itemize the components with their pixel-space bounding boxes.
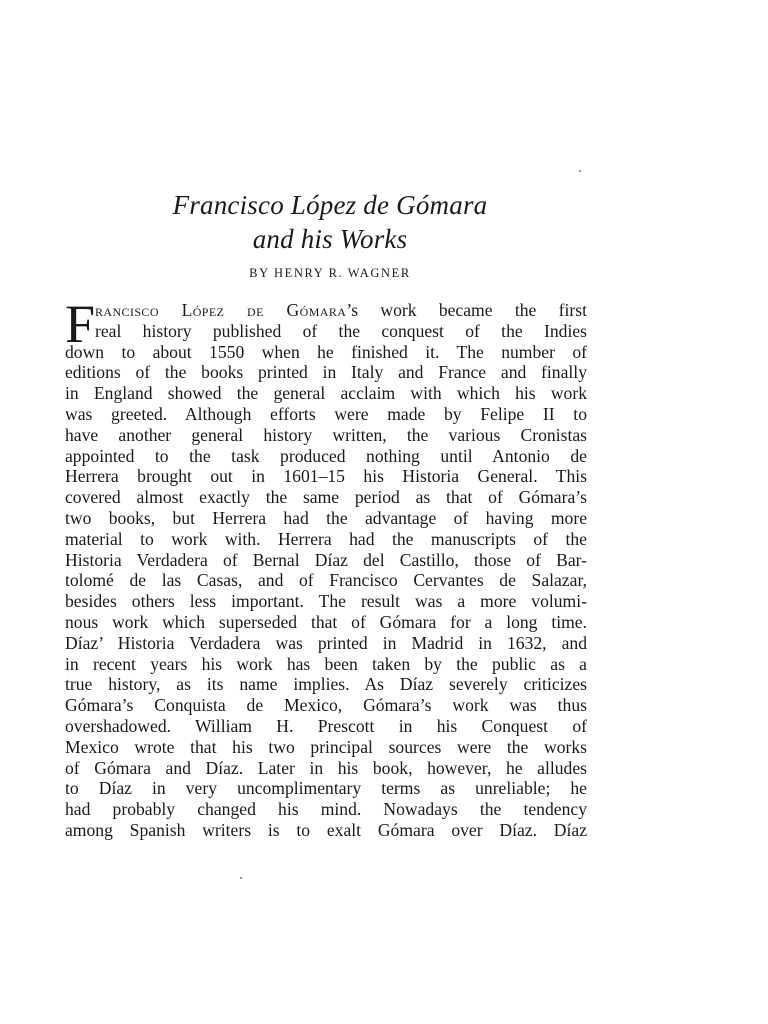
text-line: two books, but Herrera had the advantage of having more xyxy=(65,507,587,528)
text-line: covered almost exactly the same period as that of Gómara’s xyxy=(65,487,587,508)
text-line: to Díaz in very uncomplimentary terms as unreliable; he xyxy=(65,778,587,799)
text-line: true history, as its name implies. As Díaz severely criticizes xyxy=(65,674,587,695)
article-title-line-2: and his Works xyxy=(252,224,408,254)
text-line: in England showed the general acclaim with which his work xyxy=(65,383,587,404)
text-line: among Spanish writers is to exalt Gómara over Díaz. Díaz xyxy=(65,819,587,840)
text-line: Mexico wrote that his two principal sources were the works xyxy=(65,736,587,757)
text-line: down to about 1550 when he finished it. The number of xyxy=(65,341,587,362)
text-line: in recent years his work has been taken by the public as a xyxy=(65,653,587,674)
text-line: nous work which superseded that of Gómara for a long time. xyxy=(65,611,587,632)
text-line: Díaz’ Historia Verdadera was printed in Madrid in 1632, and xyxy=(65,632,587,653)
text-line: of Gómara and Díaz. Later in his book, however, he alludes xyxy=(65,757,587,778)
text-line: rancisco López de Gómara’s work became the first xyxy=(95,300,587,320)
article-title-line-1: Francisco López de Gómara xyxy=(172,190,488,220)
opening-small-caps: rancisco López de Gómara xyxy=(95,300,347,320)
speck-mark xyxy=(240,877,242,879)
drop-cap: F xyxy=(65,294,96,354)
text-line: was greeted. Although efforts were made by Felipe II to xyxy=(65,403,587,424)
text-line: besides others less important. The result was a more volumi- xyxy=(65,591,587,612)
text-line: material to work with. Herrera had the manuscripts of the xyxy=(65,528,587,549)
text-line: Historia Verdadera of Bernal Díaz del Castillo, those of Bar- xyxy=(65,549,587,570)
body-text xyxy=(65,294,587,841)
text-line: overshadowed. William H. Prescott in his Conquest of xyxy=(65,715,587,736)
text-line: editions of the books printed in Italy and France and finally xyxy=(65,362,587,383)
text-line: have another general history written, the various Cronistas xyxy=(65,424,587,445)
author-byline: BY HENRY R. WAGNER xyxy=(249,266,411,280)
text-line: appointed to the task produced nothing until Antonio de xyxy=(65,445,587,466)
text-line: tolomé de las Casas, and of Francisco Cervantes de Salazar, xyxy=(65,570,587,591)
text-line: had probably changed his mind. Nowadays the tendency xyxy=(65,799,587,820)
text-line: real history published of the conquest of the Indies xyxy=(95,320,587,341)
text-line: Gómara’s Conquista de Mexico, Gómara’s work was thus xyxy=(65,695,587,716)
text-line: Herrera brought out in 1601–15 his Historia General. This xyxy=(65,466,587,487)
speck-mark xyxy=(579,170,581,172)
